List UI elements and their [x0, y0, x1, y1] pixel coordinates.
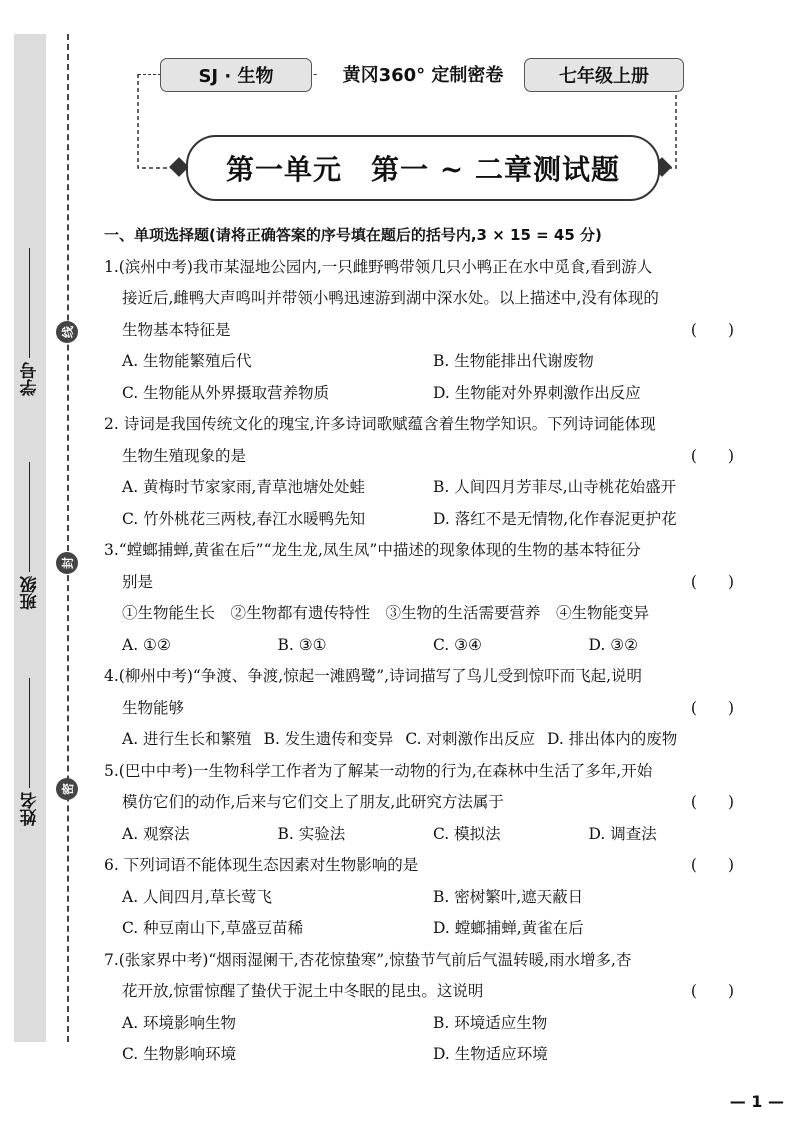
- option-c: C. 种豆南山下,草盛豆苗稀: [122, 919, 304, 937]
- options: [104, 504, 744, 536]
- option-d: D. 调查法: [588, 824, 657, 843]
- grade-tag: 七年级上册: [524, 58, 684, 92]
- options: [104, 472, 744, 504]
- question-text: [104, 567, 744, 599]
- option-b: B. 发生遗传和变异: [263, 730, 394, 748]
- question-text: 3.“螳螂捕蝉,黄雀在后”“龙生龙,凤生凤”中描述的现象体现的生物的基本特征分: [104, 541, 641, 559]
- option-a: A. 环境影响生物: [122, 1013, 237, 1032]
- option-d: D. 排出体内的废物: [546, 730, 678, 748]
- section-heading: 一、单项选择题(请将正确答案的序号填在题后的括号内,3 × 15 = 45 分): [104, 226, 602, 244]
- class-field: [16, 450, 44, 610]
- option-d: D. 生物适应环境: [433, 1045, 548, 1063]
- option-c: C. ③④: [433, 635, 482, 654]
- option-b: B. ③①: [277, 635, 327, 654]
- option-d: D. ③②: [588, 635, 639, 654]
- options: [104, 378, 744, 410]
- option-a: A. 黄梅时节家家雨,青草池塘处处蛙: [122, 478, 365, 496]
- name-field: [16, 666, 44, 826]
- options: [104, 724, 744, 756]
- question-text: [104, 787, 744, 819]
- question-text: [104, 976, 744, 1008]
- option-c: C. 生物影响环境: [122, 1045, 237, 1063]
- question-text-end: 模仿它们的动作,后来与它们交上了朋友,此研究方法属于: [122, 793, 504, 811]
- question-3: [104, 535, 744, 661]
- option-c: C. 生物能从外界摄取营养物质: [122, 383, 330, 402]
- option-a: A. 进行生长和繁殖: [122, 730, 252, 748]
- seal-secret: 密: [56, 778, 78, 800]
- question-text-end: 花开放,惊雷惊醒了蛰伏于泥土中冬眠的昆虫。这说明: [122, 982, 484, 1000]
- question-text: [104, 850, 744, 882]
- options: [104, 882, 744, 914]
- question-text: 接近后,雌鸭大声鸣叫并带领小鸭迅速游到湖中深水处。以上描述中,没有体现的: [122, 289, 659, 307]
- question-text-end: 生物基本特征是: [122, 320, 231, 339]
- question-text: 1.(滨州中考)我市某湿地公园内,一只雌野鸭带领几只小鸭正在水中觅食,看到游人: [104, 257, 653, 276]
- option-b: B. 环境适应生物: [433, 1013, 548, 1032]
- option-b: B. 密树繁叶,遮天蔽日: [433, 887, 584, 906]
- question-text: [104, 693, 744, 725]
- series-name: 黄冈360° 定制密卷: [318, 60, 528, 88]
- options: [104, 630, 744, 662]
- question-1: [104, 252, 744, 410]
- question-text: 2. 诗词是我国传统文化的瑰宝,许多诗词歌赋蕴含着生物学知识。下列诗词能体现: [104, 415, 656, 433]
- option-d: D. 螳螂捕蝉,黄雀在后: [433, 919, 584, 937]
- subject-tag: SJ · 生物: [160, 58, 312, 92]
- question-5: [104, 756, 744, 851]
- question-list: [104, 220, 744, 1071]
- options: [104, 819, 744, 851]
- question-text-end: 生物生殖现象的是: [122, 446, 247, 465]
- question-text: [104, 441, 744, 473]
- option-d: D. 生物能对外界刺激作出反应: [433, 383, 641, 402]
- answer-blank[interactable]: ( ): [690, 856, 734, 874]
- options: [104, 1039, 744, 1071]
- option-d: D. 落红不是无情物,化作春泥更护花: [433, 509, 677, 528]
- option-b: B. 人间四月芳菲尽,山寺桃花始盛开: [433, 478, 677, 496]
- option-b: B. 实验法: [277, 824, 346, 843]
- seal-seal: 封: [56, 552, 78, 574]
- options: [104, 1008, 744, 1040]
- option-a: A. ①②: [122, 635, 171, 654]
- page-number: — 1 —: [729, 1092, 784, 1111]
- options: [104, 346, 744, 378]
- option-a: A. 生物能繁殖后代: [122, 352, 252, 370]
- student-id-blank[interactable]: [30, 248, 31, 358]
- question-text-end: 生物能够: [122, 698, 185, 717]
- cut-line: [67, 34, 69, 1042]
- answer-blank[interactable]: ( ): [690, 793, 734, 811]
- question-text: 4.(柳州中考)“争渡、争渡,惊起一滩鸥鹭”,诗词描写了鸟儿受到惊吓而飞起,说明: [104, 667, 643, 685]
- page-title: 第一单元 第一 ~ 二章测试题: [186, 135, 660, 201]
- question-2: [104, 409, 744, 535]
- option-b: B. 生物能排出代谢废物: [433, 352, 594, 370]
- options: [104, 913, 744, 945]
- question-7: [104, 945, 744, 1071]
- question-text: 5.(巴中中考)一生物科学工作者为了解某一动物的行为,在森林中生活了多年,开始: [104, 761, 653, 780]
- question-text: [104, 315, 744, 347]
- option-c: C. 模拟法: [433, 824, 501, 843]
- option-c: C. 对刺激作出反应: [405, 730, 535, 748]
- question-text-end: 6. 下列词语不能体现生态因素对生物影响的是: [104, 856, 419, 874]
- question-text-end: 别是: [122, 572, 154, 591]
- seal-line: 线: [56, 321, 78, 343]
- answer-blank[interactable]: ( ): [690, 572, 734, 591]
- name-blank[interactable]: [30, 678, 31, 788]
- student-id-label: 学号: [20, 362, 41, 396]
- question-6: [104, 850, 744, 945]
- class-blank[interactable]: [30, 462, 31, 572]
- answer-blank[interactable]: ( ): [690, 982, 734, 1000]
- question-statements: ①生物能生长 ②生物都有遗传特性 ③生物的生活需要营养 ④生物能变异: [122, 604, 650, 622]
- student-id-field: [16, 236, 44, 396]
- answer-blank[interactable]: ( ): [690, 320, 734, 339]
- class-label: 班级: [20, 576, 41, 610]
- answer-blank[interactable]: ( ): [690, 446, 734, 465]
- question-4: [104, 661, 744, 756]
- question-text: 7.(张家界中考)“烟雨湿阑干,杏花惊蛰寒”,惊蛰节气前后气温转暖,雨水增多,杏: [104, 950, 632, 969]
- option-a: A. 观察法: [122, 824, 190, 843]
- name-label: 姓名: [20, 792, 41, 826]
- option-a: A. 人间四月,草长莺飞: [122, 887, 272, 906]
- option-c: C. 竹外桃花三两枝,春江水暖鸭先知: [122, 509, 366, 528]
- answer-blank[interactable]: ( ): [690, 698, 734, 717]
